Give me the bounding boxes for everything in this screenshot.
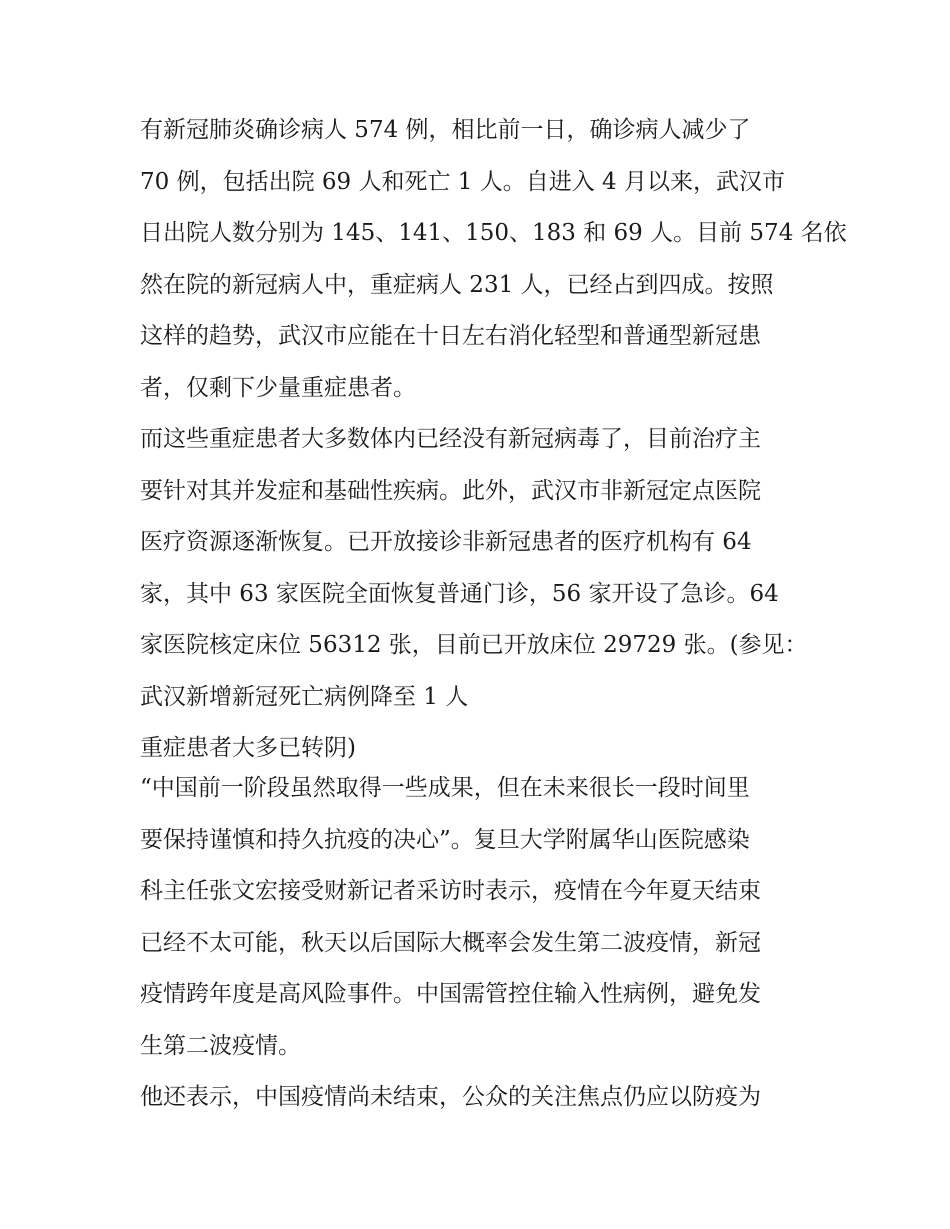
- document-body: [140, 107, 847, 1126]
- text-line: 70 例，包括出院 69 人和死亡 1 人。自进入 4 月以来，武汉市: [140, 168, 785, 195]
- text-line: 重症患者大多已转阴): [140, 735, 356, 761]
- text-line: 要保持谨慎和持久抗疫的决心”。复旦大学附属华山医院感染: [140, 826, 750, 853]
- text-line: 有新冠肺炎确诊病人 574 例，相比前一日，确诊病人减少了: [140, 117, 751, 143]
- text-line: 要针对其并发症和基础性疾病。此外，武汉市非新冠定点医院: [140, 477, 761, 504]
- text-line: 这样的趋势，武汉市应能在十日左右消化轻型和普通型新冠患: [140, 323, 761, 349]
- text-line: 疫情跨年度是高风险事件。中国需管控住输入性病例，避免发: [140, 981, 761, 1007]
- text-line: 武汉新增新冠死亡病例降至 1 人: [140, 683, 469, 710]
- text-line: 生第二波疫情。: [140, 1032, 301, 1059]
- text-line: 他还表示，中国疫情尚未结束，公众的关注焦点仍应以防疫为: [140, 1084, 761, 1110]
- text-line: 日出院人数分别为 145、141、150、183 和 69 人。目前 574 名依: [140, 220, 847, 246]
- text-line: 科主任张文宏接受财新记者采访时表示，疫情在今年夏天结束: [140, 878, 761, 904]
- text-line: 已经不太可能，秋天以后国际大概率会发生第二波疫情，新冠: [140, 929, 761, 956]
- text-line: 者，仅剩下少量重症患者。: [140, 374, 416, 401]
- text-line: 然在院的新冠病人中，重症病人 231 人，已经占到四成。按照: [140, 271, 774, 298]
- text-line: “中国前一阶段虽然取得一些成果，但在未来很长一段时间里: [140, 775, 750, 801]
- text-line: 而这些重症患者大多数体内已经没有新冠病毒了，目前治疗主: [140, 426, 761, 452]
- text-line: 医疗资源逐渐恢复。已开放接诊非新冠患者的医疗机构有 64: [140, 529, 752, 555]
- text-line: 家，其中 63 家医院全面恢复普通门诊，56 家开设了急诊。64: [140, 580, 779, 607]
- text-line: 家医院核定床位 56312 张，目前已开放床位 29729 张。(参见：: [140, 632, 808, 658]
